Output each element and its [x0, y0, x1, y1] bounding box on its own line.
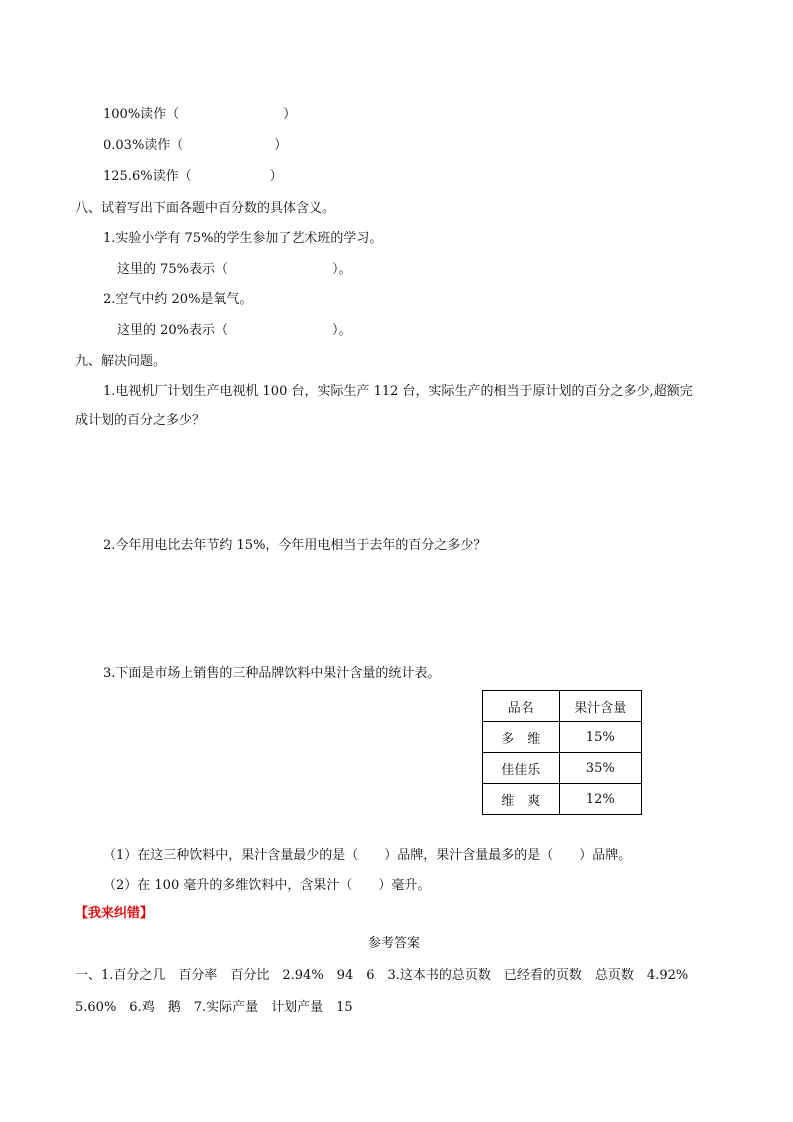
reading-3: 125.6%读作（ ） — [103, 169, 283, 184]
table-header-cell: 果汁含量 — [559, 691, 642, 722]
section-8-question-2: 2.空气中约 20%是氧气。 — [103, 292, 253, 307]
juice-content-table — [482, 690, 642, 815]
answers-line-2: 5.60% 6.鸡 鹅 7.实际产量 计划产量 15 — [75, 1000, 353, 1015]
table-row — [483, 722, 642, 753]
answers-line-1: 一、1.百分之几 百分率 百分比 2.94% 94 6 3.这本书的总页数 已经看的页数 总页数 4.92% — [75, 968, 689, 983]
section-9-title: 九、解决问题。 — [75, 354, 167, 369]
correction-heading: 【我来纠错】 — [75, 906, 154, 921]
section-8-question-1-answer: 这里的 75%表示（ ）。 — [117, 262, 352, 277]
table-cell: 维 爽 — [483, 784, 560, 815]
table-row — [483, 753, 642, 784]
problem-2: 2.今年用电比去年节约 15%，今年用电相当于去年的百分之多少？ — [103, 538, 487, 553]
problem-3: 3.下面是市场上销售的三种品牌饮料中果汁含量的统计表。 — [103, 666, 441, 681]
reading-2: 0.03%读作（ ） — [103, 138, 288, 153]
section-8-question-1: 1.实验小学有 75%的学生参加了艺术班的学习。 — [103, 231, 383, 246]
reading-1: 100%读作（ ） — [103, 107, 297, 122]
table-cell: 35% — [559, 753, 642, 784]
table-cell: 多 维 — [483, 722, 560, 753]
table-header-row — [483, 691, 642, 722]
sub-question-1: （1）在这三种饮料中，果汁含量最少的是（ ）品牌，果汁含量最多的是（ ）品牌。 — [103, 848, 632, 863]
answers-title: 参考答案 — [368, 936, 421, 951]
table-cell: 15% — [559, 722, 642, 753]
table-cell: 佳佳乐 — [483, 753, 560, 784]
sub-question-2: （2）在 100 毫升的多维饮料中，含果汁（ ）毫升。 — [103, 878, 431, 893]
table-row — [483, 784, 642, 815]
table-header-cell: 品名 — [483, 691, 560, 722]
section-8-title: 八、试着写出下面各题中百分数的具体含义。 — [75, 201, 336, 216]
problem-1-line-2: 成计划的百分之多少？ — [75, 413, 206, 428]
table-cell: 12% — [559, 784, 642, 815]
section-8-question-2-answer: 这里的 20%表示（ ）。 — [117, 323, 352, 338]
problem-1-line-1: 1.电视机厂计划生产电视机 100 台，实际生产 112 台，实际生产的相当于原计划的百分之多少,超额完 — [103, 384, 693, 399]
